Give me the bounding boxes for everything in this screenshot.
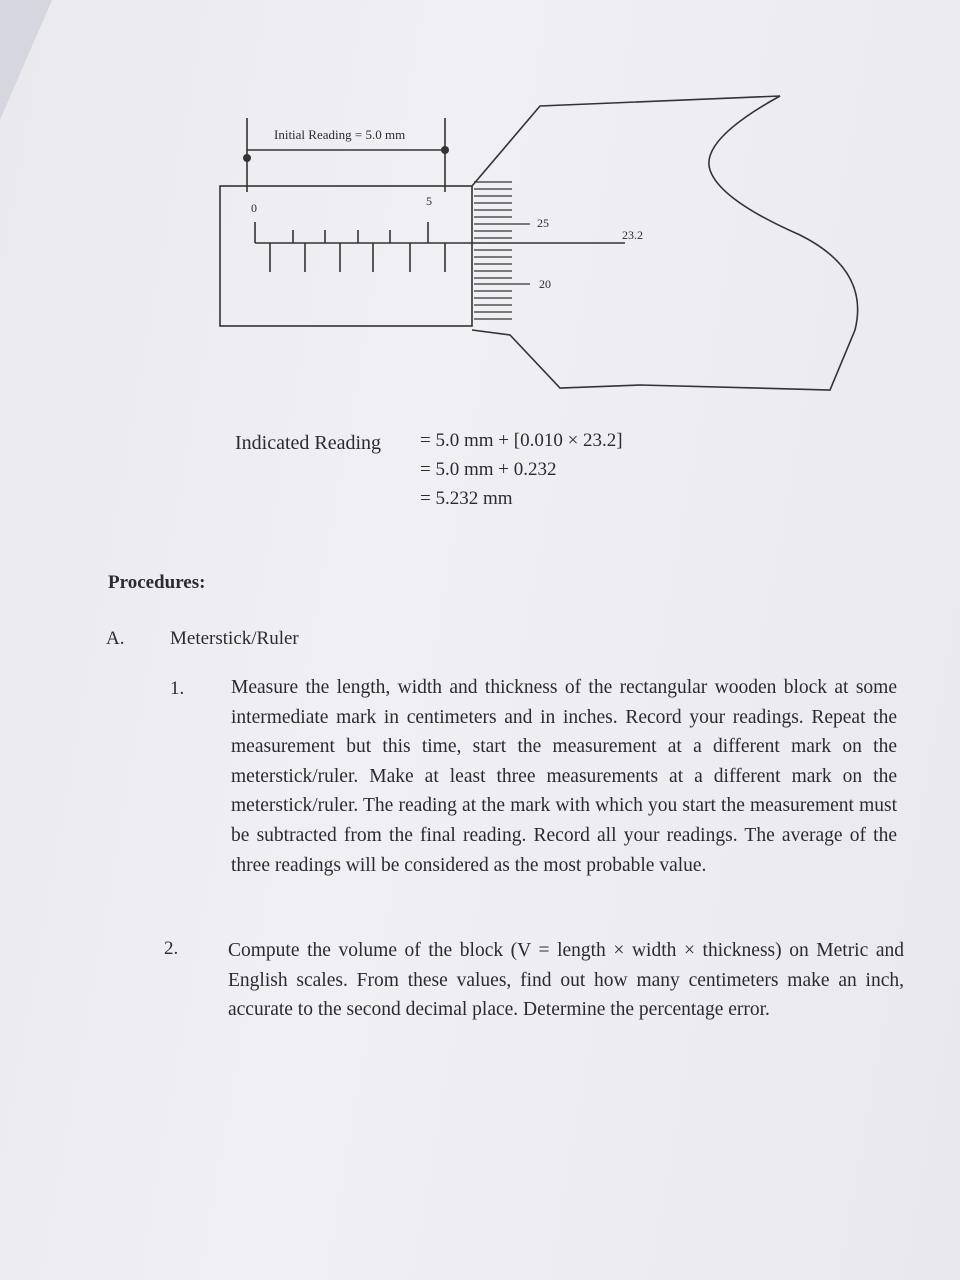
section-letter: A. bbox=[106, 628, 125, 649]
formula-line-1: = 5.0 mm + [0.010 × 23.2] bbox=[420, 430, 623, 451]
main-scale-zero: 0 bbox=[251, 201, 257, 215]
step-2-number: 2. bbox=[164, 938, 179, 959]
step-1-number: 1. bbox=[170, 678, 185, 699]
initial-reading-label: Initial Reading = 5.0 mm bbox=[274, 127, 406, 142]
main-scale-five: 5 bbox=[426, 194, 432, 208]
thimble-lower-mark: 20 bbox=[539, 277, 551, 291]
indicated-reading-label: Indicated Reading bbox=[235, 432, 382, 454]
dimension-dot-left bbox=[243, 154, 251, 162]
section-title: Meterstick/Ruler bbox=[170, 628, 299, 649]
formula-line-2: = 5.0 mm + 0.232 bbox=[420, 459, 557, 480]
formula-line-3: = 5.232 mm bbox=[420, 488, 513, 509]
thimble-upper-mark: 25 bbox=[537, 216, 549, 230]
step-2-text: Compute the volume of the block (V = length × width × thickness) on Metric and English scales. From these values, find out how many centimeters make an inch, accurate to the second decimal place. Determine the percentage error. bbox=[228, 940, 904, 1021]
step-1-text: Measure the length, width and thickness of the rectangular wooden block at some intermediate mark in centimeters and in inches. Record your readings. Repeat the measurement but this time, start the measurement at a different mark on the meterstick/ruler. Make at least three measurements at a different mark on the meterstick/ruler. The reading at the mark with which you start the measurement must be subtracted from the final reading. Record all your readings. The average of the three readings will be considered as the most probable value. bbox=[231, 677, 897, 876]
procedures-heading: Procedures: bbox=[108, 572, 206, 593]
dimension-dot-right bbox=[441, 146, 449, 154]
thimble-reading: 23.2 bbox=[622, 228, 643, 242]
micrometer-diagram bbox=[0, 0, 960, 430]
